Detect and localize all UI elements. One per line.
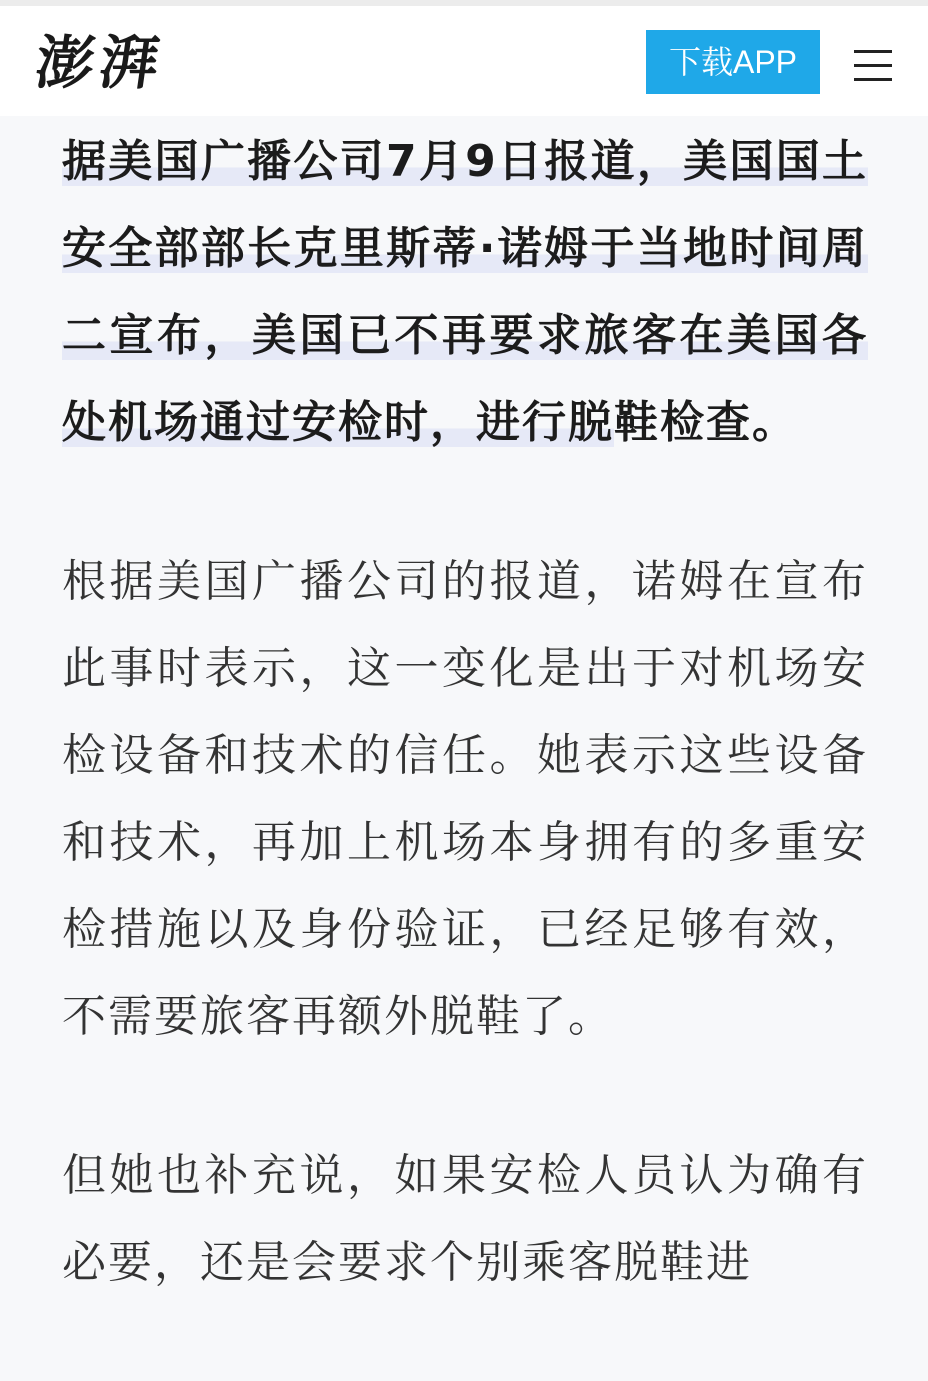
highlighted-text: 据美国广播公司7月9日报道，美国国土安全部部长克里斯蒂·诺姆于当地时间周二宣布，美国已不再要求旅客在美国各处机场通过安检时，进行脱 — [62, 136, 868, 448]
hamburger-menu-icon[interactable] — [852, 44, 894, 84]
article-paragraph-2: 根据美国广播公司的报道，诺姆在宣布此事时表示，这一变化是出于对机场安检设备和技术的信任。她表示这些设备和技术，再加上机场本身拥有的多重安检措施以及身份验证，已经足够有效，不需要旅客再额外脱鞋了。 — [62, 556, 868, 1042]
top-navigation-bar — [0, 0, 928, 116]
article-paragraph-3: 但她也补充说，如果安检人员认为确有必要，还是会要求个别乘客脱鞋进 — [62, 1150, 868, 1288]
menu-line — [854, 78, 892, 81]
lead-paragraph — [62, 118, 868, 466]
menu-line — [854, 64, 892, 67]
thepaper-logo[interactable]: 澎湃 — [31, 29, 169, 97]
download-app-button[interactable]: 下载APP — [646, 30, 820, 94]
lead-paragraph-end: 鞋检查。 — [614, 397, 798, 448]
menu-line — [854, 50, 892, 53]
article-body — [62, 118, 868, 1306]
